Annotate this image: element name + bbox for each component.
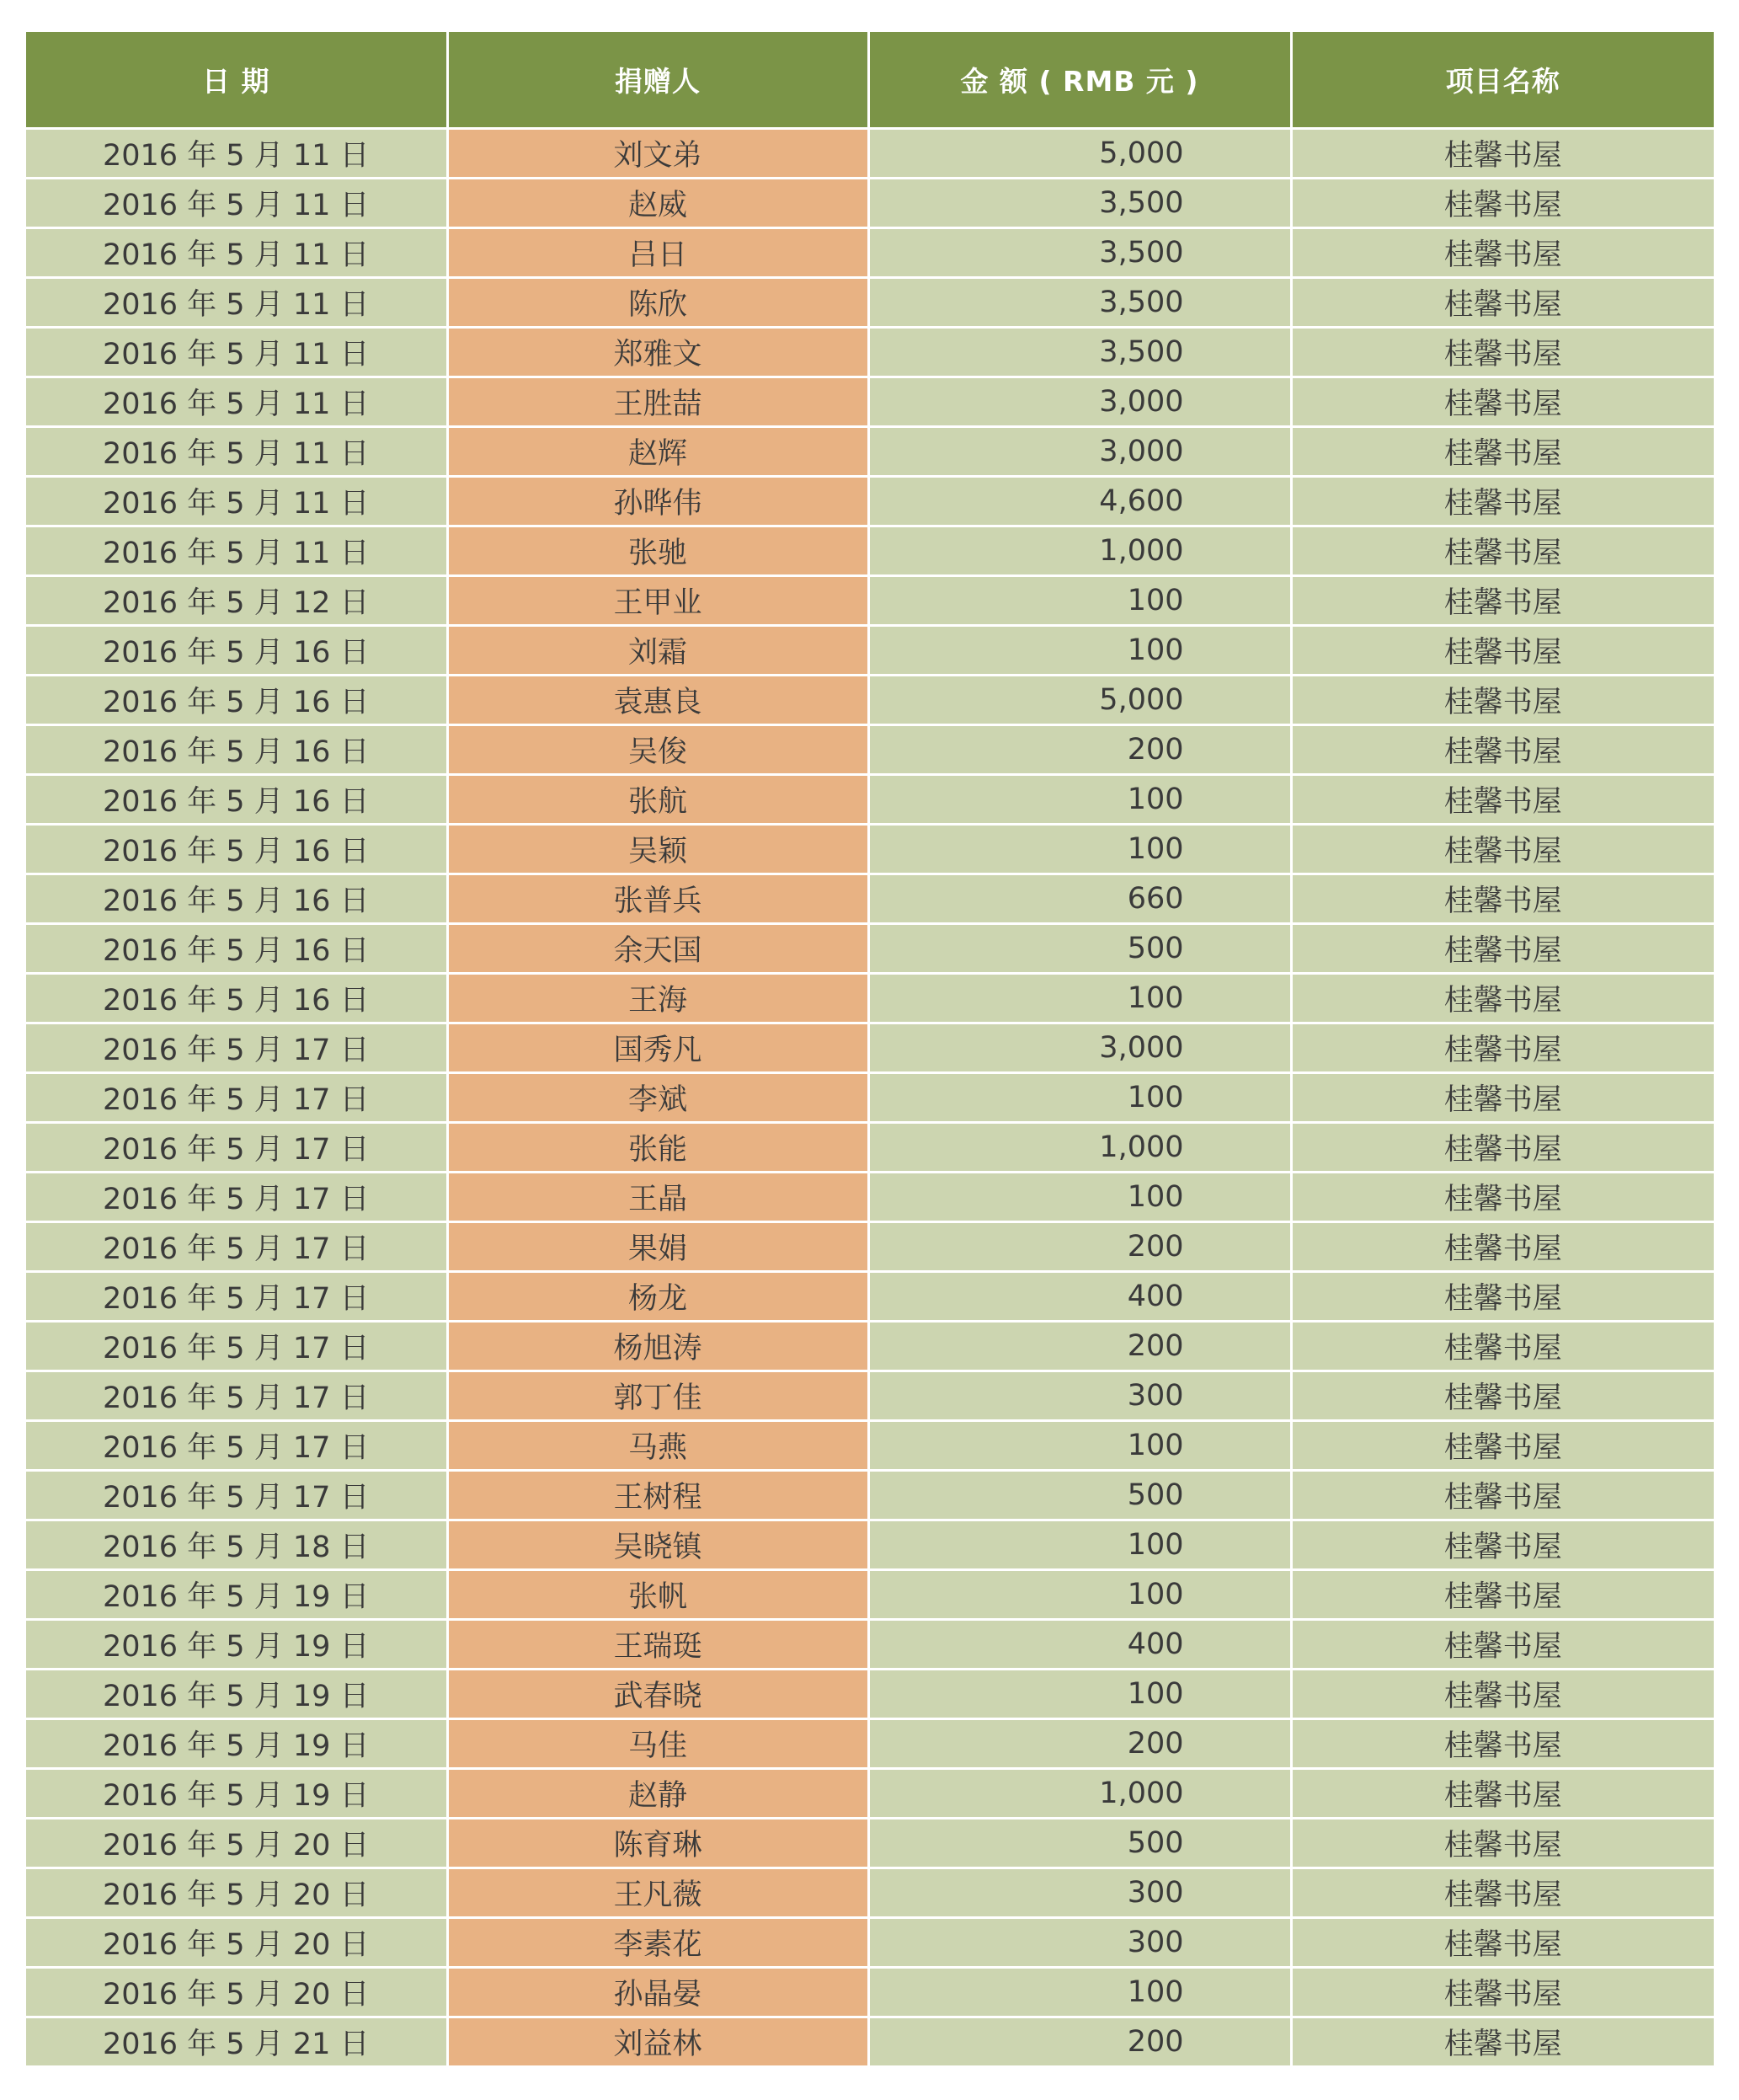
cell-project: 桂馨书屋 bbox=[1291, 1272, 1714, 1322]
cell-amount: 3,000 bbox=[868, 427, 1291, 477]
cell-donor: 赵静 bbox=[447, 1769, 868, 1819]
cell-amount: 100 bbox=[868, 1670, 1291, 1719]
cell-donor: 王海 bbox=[447, 974, 868, 1023]
cell-amount: 5,000 bbox=[868, 676, 1291, 725]
cell-amount: 4,600 bbox=[868, 477, 1291, 526]
cell-amount: 3,500 bbox=[868, 328, 1291, 377]
cell-donor: 王胜喆 bbox=[447, 377, 868, 427]
cell-amount: 1,000 bbox=[868, 526, 1291, 576]
cell-donor: 王瑞珽 bbox=[447, 1620, 868, 1670]
cell-date: 2016 年 5 月 11 日 bbox=[26, 526, 447, 576]
cell-date: 2016 年 5 月 17 日 bbox=[26, 1272, 447, 1322]
cell-date: 2016 年 5 月 16 日 bbox=[26, 924, 447, 974]
cell-project: 桂馨书屋 bbox=[1291, 725, 1714, 775]
cell-donor: 郭丁佳 bbox=[447, 1371, 868, 1421]
cell-date: 2016 年 5 月 17 日 bbox=[26, 1322, 447, 1371]
table-row bbox=[26, 1868, 1714, 1918]
cell-project: 桂馨书屋 bbox=[1291, 228, 1714, 278]
cell-date: 2016 年 5 月 16 日 bbox=[26, 676, 447, 725]
cell-amount: 100 bbox=[868, 775, 1291, 825]
cell-date: 2016 年 5 月 16 日 bbox=[26, 626, 447, 676]
cell-date: 2016 年 5 月 11 日 bbox=[26, 328, 447, 377]
cell-project: 桂馨书屋 bbox=[1291, 2017, 1714, 2067]
cell-project: 桂馨书屋 bbox=[1291, 1073, 1714, 1123]
cell-project: 桂馨书屋 bbox=[1291, 477, 1714, 526]
table-row bbox=[26, 477, 1714, 526]
cell-donor: 刘霜 bbox=[447, 626, 868, 676]
cell-date: 2016 年 5 月 17 日 bbox=[26, 1222, 447, 1272]
cell-amount: 200 bbox=[868, 725, 1291, 775]
table-row bbox=[26, 1322, 1714, 1371]
cell-date: 2016 年 5 月 19 日 bbox=[26, 1620, 447, 1670]
cell-amount: 300 bbox=[868, 1918, 1291, 1968]
cell-amount: 200 bbox=[868, 1322, 1291, 1371]
table-row bbox=[26, 1073, 1714, 1123]
cell-project: 桂馨书屋 bbox=[1291, 974, 1714, 1023]
cell-amount: 100 bbox=[868, 1173, 1291, 1222]
cell-project: 桂馨书屋 bbox=[1291, 328, 1714, 377]
cell-donor: 刘益林 bbox=[447, 2017, 868, 2067]
cell-project: 桂馨书屋 bbox=[1291, 1719, 1714, 1769]
cell-donor: 陈育琳 bbox=[447, 1819, 868, 1868]
table-row bbox=[26, 1620, 1714, 1670]
table-header-row bbox=[26, 32, 1714, 129]
cell-date: 2016 年 5 月 11 日 bbox=[26, 477, 447, 526]
table-row bbox=[26, 377, 1714, 427]
cell-date: 2016 年 5 月 19 日 bbox=[26, 1670, 447, 1719]
cell-donor: 王凡薇 bbox=[447, 1868, 868, 1918]
cell-project: 桂馨书屋 bbox=[1291, 1570, 1714, 1620]
cell-project: 桂馨书屋 bbox=[1291, 825, 1714, 874]
cell-amount: 3,500 bbox=[868, 179, 1291, 228]
cell-amount: 100 bbox=[868, 626, 1291, 676]
cell-project: 桂馨书屋 bbox=[1291, 427, 1714, 477]
cell-project: 桂馨书屋 bbox=[1291, 775, 1714, 825]
cell-donor: 张航 bbox=[447, 775, 868, 825]
cell-donor: 孙晔伟 bbox=[447, 477, 868, 526]
cell-date: 2016 年 5 月 17 日 bbox=[26, 1073, 447, 1123]
table-row bbox=[26, 1520, 1714, 1570]
cell-donor: 王晶 bbox=[447, 1173, 868, 1222]
cell-date: 2016 年 5 月 20 日 bbox=[26, 1918, 447, 1968]
cell-date: 2016 年 5 月 11 日 bbox=[26, 228, 447, 278]
cell-amount: 200 bbox=[868, 1222, 1291, 1272]
cell-amount: 400 bbox=[868, 1272, 1291, 1322]
cell-donor: 陈欣 bbox=[447, 278, 868, 328]
cell-date: 2016 年 5 月 17 日 bbox=[26, 1173, 447, 1222]
cell-donor: 孙晶晏 bbox=[447, 1968, 868, 2017]
table-row bbox=[26, 874, 1714, 924]
table-row bbox=[26, 1173, 1714, 1222]
header-date: 日 期 bbox=[26, 32, 447, 129]
cell-project: 桂馨书屋 bbox=[1291, 1471, 1714, 1520]
cell-donor: 袁惠良 bbox=[447, 676, 868, 725]
cell-date: 2016 年 5 月 16 日 bbox=[26, 825, 447, 874]
cell-donor: 马佳 bbox=[447, 1719, 868, 1769]
table-row bbox=[26, 1371, 1714, 1421]
cell-amount: 100 bbox=[868, 1421, 1291, 1471]
cell-date: 2016 年 5 月 16 日 bbox=[26, 775, 447, 825]
cell-date: 2016 年 5 月 11 日 bbox=[26, 278, 447, 328]
cell-date: 2016 年 5 月 17 日 bbox=[26, 1023, 447, 1073]
cell-project: 桂馨书屋 bbox=[1291, 1620, 1714, 1670]
cell-donor: 张普兵 bbox=[447, 874, 868, 924]
cell-project: 桂馨书屋 bbox=[1291, 676, 1714, 725]
cell-amount: 5,000 bbox=[868, 129, 1291, 179]
cell-donor: 赵威 bbox=[447, 179, 868, 228]
cell-amount: 500 bbox=[868, 924, 1291, 974]
cell-donor: 马燕 bbox=[447, 1421, 868, 1471]
cell-amount: 660 bbox=[868, 874, 1291, 924]
cell-date: 2016 年 5 月 19 日 bbox=[26, 1570, 447, 1620]
cell-date: 2016 年 5 月 11 日 bbox=[26, 427, 447, 477]
cell-donor: 杨旭涛 bbox=[447, 1322, 868, 1371]
cell-project: 桂馨书屋 bbox=[1291, 129, 1714, 179]
table-row bbox=[26, 576, 1714, 626]
cell-date: 2016 年 5 月 11 日 bbox=[26, 179, 447, 228]
cell-date: 2016 年 5 月 17 日 bbox=[26, 1123, 447, 1173]
cell-project: 桂馨书屋 bbox=[1291, 1173, 1714, 1222]
table-row bbox=[26, 974, 1714, 1023]
cell-project: 桂馨书屋 bbox=[1291, 1023, 1714, 1073]
header-project: 项目名称 bbox=[1291, 32, 1714, 129]
cell-donor: 吴晓镇 bbox=[447, 1520, 868, 1570]
cell-date: 2016 年 5 月 11 日 bbox=[26, 377, 447, 427]
table-row bbox=[26, 676, 1714, 725]
cell-amount: 300 bbox=[868, 1868, 1291, 1918]
cell-donor: 吴俊 bbox=[447, 725, 868, 775]
table-row bbox=[26, 924, 1714, 974]
cell-donor: 国秀凡 bbox=[447, 1023, 868, 1073]
table-row bbox=[26, 427, 1714, 477]
table-row bbox=[26, 1968, 1714, 2017]
header-amount: 金 额 ( RMB 元 ) bbox=[868, 32, 1291, 129]
cell-amount: 1,000 bbox=[868, 1769, 1291, 1819]
cell-project: 桂馨书屋 bbox=[1291, 1222, 1714, 1272]
cell-amount: 300 bbox=[868, 1371, 1291, 1421]
cell-amount: 100 bbox=[868, 1520, 1291, 1570]
cell-amount: 200 bbox=[868, 1719, 1291, 1769]
table-row bbox=[26, 1918, 1714, 1968]
table-row bbox=[26, 278, 1714, 328]
cell-donor: 杨龙 bbox=[447, 1272, 868, 1322]
cell-donor: 张帆 bbox=[447, 1570, 868, 1620]
cell-donor: 赵辉 bbox=[447, 427, 868, 477]
cell-date: 2016 年 5 月 12 日 bbox=[26, 576, 447, 626]
table-row bbox=[26, 1670, 1714, 1719]
cell-project: 桂馨书屋 bbox=[1291, 278, 1714, 328]
cell-project: 桂馨书屋 bbox=[1291, 924, 1714, 974]
table-row bbox=[26, 1272, 1714, 1322]
table-row bbox=[26, 2017, 1714, 2067]
cell-project: 桂馨书屋 bbox=[1291, 526, 1714, 576]
table-row bbox=[26, 1570, 1714, 1620]
cell-amount: 500 bbox=[868, 1819, 1291, 1868]
table-row bbox=[26, 179, 1714, 228]
cell-amount: 1,000 bbox=[868, 1123, 1291, 1173]
cell-amount: 100 bbox=[868, 1073, 1291, 1123]
cell-project: 桂馨书屋 bbox=[1291, 1769, 1714, 1819]
cell-date: 2016 年 5 月 20 日 bbox=[26, 1968, 447, 2017]
cell-date: 2016 年 5 月 21 日 bbox=[26, 2017, 447, 2067]
cell-amount: 100 bbox=[868, 974, 1291, 1023]
cell-amount: 200 bbox=[868, 2017, 1291, 2067]
cell-date: 2016 年 5 月 17 日 bbox=[26, 1421, 447, 1471]
table-row bbox=[26, 1471, 1714, 1520]
cell-donor: 郑雅文 bbox=[447, 328, 868, 377]
cell-donor: 果娟 bbox=[447, 1222, 868, 1272]
table-row bbox=[26, 1819, 1714, 1868]
cell-project: 桂馨书屋 bbox=[1291, 576, 1714, 626]
cell-date: 2016 年 5 月 19 日 bbox=[26, 1769, 447, 1819]
cell-amount: 100 bbox=[868, 825, 1291, 874]
cell-project: 桂馨书屋 bbox=[1291, 1868, 1714, 1918]
donation-table bbox=[26, 32, 1714, 2068]
cell-amount: 100 bbox=[868, 576, 1291, 626]
cell-date: 2016 年 5 月 17 日 bbox=[26, 1371, 447, 1421]
table-row bbox=[26, 228, 1714, 278]
table-row bbox=[26, 129, 1714, 179]
cell-project: 桂馨书屋 bbox=[1291, 1968, 1714, 2017]
cell-amount: 3,500 bbox=[868, 228, 1291, 278]
cell-donor: 吕日 bbox=[447, 228, 868, 278]
table-row bbox=[26, 825, 1714, 874]
cell-date: 2016 年 5 月 18 日 bbox=[26, 1520, 447, 1570]
cell-amount: 100 bbox=[868, 1968, 1291, 2017]
cell-project: 桂馨书屋 bbox=[1291, 1123, 1714, 1173]
cell-donor: 刘文弟 bbox=[447, 129, 868, 179]
table-row bbox=[26, 1023, 1714, 1073]
cell-project: 桂馨书屋 bbox=[1291, 179, 1714, 228]
table-row bbox=[26, 1222, 1714, 1272]
cell-amount: 3,500 bbox=[868, 278, 1291, 328]
cell-project: 桂馨书屋 bbox=[1291, 1322, 1714, 1371]
cell-project: 桂馨书屋 bbox=[1291, 1918, 1714, 1968]
cell-amount: 3,000 bbox=[868, 377, 1291, 427]
cell-project: 桂馨书屋 bbox=[1291, 626, 1714, 676]
cell-donor: 余天国 bbox=[447, 924, 868, 974]
cell-amount: 3,000 bbox=[868, 1023, 1291, 1073]
table-row bbox=[26, 775, 1714, 825]
cell-project: 桂馨书屋 bbox=[1291, 1371, 1714, 1421]
cell-project: 桂馨书屋 bbox=[1291, 1819, 1714, 1868]
cell-donor: 武春晓 bbox=[447, 1670, 868, 1719]
cell-date: 2016 年 5 月 16 日 bbox=[26, 874, 447, 924]
cell-amount: 500 bbox=[868, 1471, 1291, 1520]
cell-date: 2016 年 5 月 17 日 bbox=[26, 1471, 447, 1520]
table-row bbox=[26, 1421, 1714, 1471]
table-body bbox=[26, 129, 1714, 2067]
cell-donor: 王树程 bbox=[447, 1471, 868, 1520]
cell-project: 桂馨书屋 bbox=[1291, 874, 1714, 924]
cell-project: 桂馨书屋 bbox=[1291, 1520, 1714, 1570]
table-row bbox=[26, 526, 1714, 576]
cell-donor: 张能 bbox=[447, 1123, 868, 1173]
cell-donor: 李斌 bbox=[447, 1073, 868, 1123]
cell-donor: 吴颖 bbox=[447, 825, 868, 874]
table-row bbox=[26, 1769, 1714, 1819]
cell-project: 桂馨书屋 bbox=[1291, 1670, 1714, 1719]
table-row bbox=[26, 328, 1714, 377]
table-row bbox=[26, 725, 1714, 775]
table-row bbox=[26, 1123, 1714, 1173]
table-row bbox=[26, 626, 1714, 676]
cell-date: 2016 年 5 月 16 日 bbox=[26, 725, 447, 775]
cell-project: 桂馨书屋 bbox=[1291, 377, 1714, 427]
table-row bbox=[26, 1719, 1714, 1769]
cell-donor: 王甲业 bbox=[447, 576, 868, 626]
cell-amount: 400 bbox=[868, 1620, 1291, 1670]
header-donor: 捐赠人 bbox=[447, 32, 868, 129]
cell-date: 2016 年 5 月 16 日 bbox=[26, 974, 447, 1023]
cell-project: 桂馨书屋 bbox=[1291, 1421, 1714, 1471]
cell-date: 2016 年 5 月 20 日 bbox=[26, 1868, 447, 1918]
cell-amount: 100 bbox=[868, 1570, 1291, 1620]
cell-date: 2016 年 5 月 19 日 bbox=[26, 1719, 447, 1769]
cell-date: 2016 年 5 月 20 日 bbox=[26, 1819, 447, 1868]
cell-date: 2016 年 5 月 11 日 bbox=[26, 129, 447, 179]
cell-donor: 李素花 bbox=[447, 1918, 868, 1968]
cell-donor: 张驰 bbox=[447, 526, 868, 576]
